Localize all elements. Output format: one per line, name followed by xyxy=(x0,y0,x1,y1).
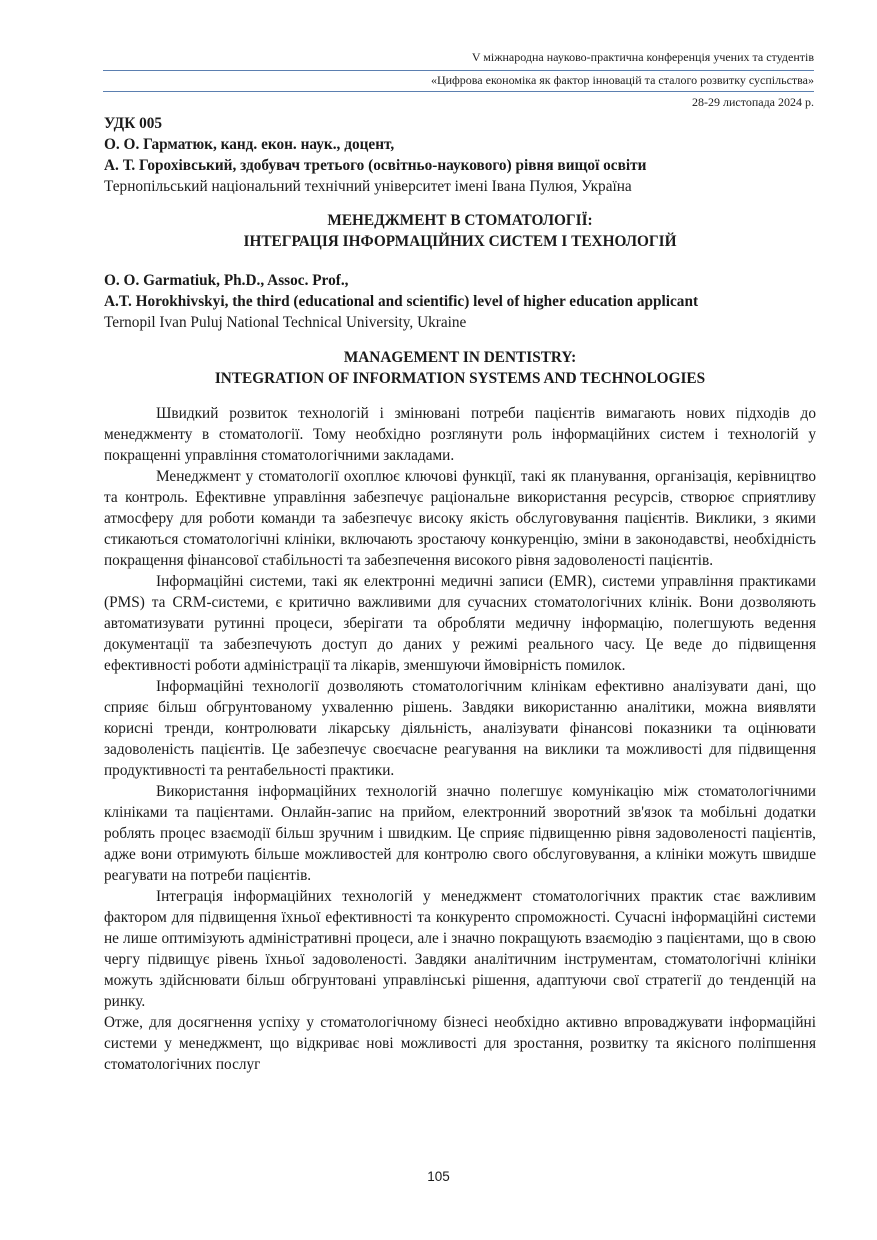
conference-line: V міжнародна науково-практична конференція учених та студентів xyxy=(471,50,814,64)
author-ua-2: А. Т. Горохівський, здобувач третього (освітньо-наукового) рівня вищої освіти xyxy=(104,157,647,174)
conference-title: «Цифрова економіка як фактор інновацій та сталого розвитку суспільства» xyxy=(430,73,814,87)
udc-code: УДК 005 xyxy=(104,115,163,132)
title-ua-line-1: МЕНЕДЖМЕНТ В СТОМАТОЛОГІЇ: xyxy=(327,212,593,229)
conference-date: 28-29 листопада 2024 р. xyxy=(692,95,814,109)
header-divider xyxy=(103,91,814,92)
page-number: 105 xyxy=(427,1169,450,1184)
paragraph: Використання інформаційних технологій значно полегшує комунікацію між стоматологічними клініками та пацієнтами. Онлайн-запис на прийом, електронний зворотний зв'язок та мобільні додатки роблять процес взаємодії більш зручним і швидким. Це сприяє підвищенню рівня задоволеності пацієнтів, адже вони отримують більше можливостей для контролю свого обслуговування, а клініки можуть швидше реагувати на потреби пацієнтів. xyxy=(104,783,816,884)
paragraph: Інформаційні системи, такі як електронні медичні записи (EMR), системи управління практиками (PMS) та CRM-системи, є критично важливими для сучасних стоматологічних клінік. Вони дозволяють автоматизувати рутинні процеси, зберігати та обробляти медичну інформацію, полегшують ведення документації та забезпечують доступ до даних у режимі реального часу. Це веде до підвищення ефективності роботи адміністрації та лікарів, зменшуючи ймовірність помилок. xyxy=(104,573,816,674)
paragraph: Швидкий розвиток технологій і змінювані потреби пацієнтів вимагають нових підходів до менеджменту в стоматології. Тому необхідно розглянути роль інформаційних систем і технологій у покращенні управління стоматологічними закладами. xyxy=(104,405,816,464)
affiliation-ua: Тернопільський національний технічний університет імені Івана Пулюя, Україна xyxy=(104,178,632,195)
article-body xyxy=(104,403,816,1075)
author-en-1: O. O. Garmatiuk, Ph.D., Assoc. Prof., xyxy=(104,272,349,289)
author-en-2: A.T. Horokhivskyi, the third (educational and scientific) level of higher education applicant xyxy=(104,293,699,310)
paragraph: Інтеграція інформаційних технологій у менеджмент стоматологічних практик стає важливим фактором для підвищення їхньої ефективності та конкуренто спроможності. Сучасні інформаційні системи не лише оптимізують адміністративні процеси, але і значно покращують взаємодію з пацієнтами, що в свою чергу підвищує рівень їхньої задоволеності. Завдяки аналітичним інструментам, стоматологічні клініки можуть здійснювати більш обгрунтовані управлінські рішення, адаптуючи свої стратегії до тенденцій на ринку. xyxy=(104,888,816,1010)
paragraph: Отже, для досягнення успіху у стоматологічному бізнесі необхідно активно впроваджувати інформаційні системи у менеджмент, що відкриває нові можливості для зростання, розвитку та якісного поліпшення стоматологічних послуг xyxy=(104,1014,816,1073)
paragraph: Менеджмент у стоматології охоплює ключові функції, такі як планування, організація, керівництво та контроль. Ефективне управління забезпечує раціональне використання ресурсів, створює сприятливу атмосферу для роботи команди та забезпечує високу якість обслуговування пацієнтів. Виклики, з якими стикаються стоматологічні клініки, включають зростаючу конкуренцію, зміни в законодавстві, необхідність покращення фінансової стабільності та забезпечення високого рівня задоволеності пацієнтів. xyxy=(104,468,816,569)
title-en-line-2: INTEGRATION OF INFORMATION SYSTEMS AND TECHNOLOGIES xyxy=(214,370,706,387)
header-divider xyxy=(103,70,814,71)
title-ua-line-2: ІНТЕГРАЦІЯ ІНФОРМАЦІЙНИХ СИСТЕМ І ТЕХНОЛОГІЙ xyxy=(243,233,677,250)
paragraph: Інформаційні технології дозволяють стоматологічним клінікам ефективно аналізувати дані, що сприяє більш обгрунтованому ухваленню рішень. Завдяки використанню аналітики, можна виявляти корисні тренди, контролювати лікарську діяльність, аналізувати фінансові показники та оцінювати задоволеність пацієнтів. Це забезпечує своєчасне реагування на виклики та можливості для підвищення продуктивності та рентабельності практики. xyxy=(104,678,816,779)
author-ua-1: О. О. Гарматюк, канд. екон. наук., доцент, xyxy=(104,136,395,153)
title-en-line-1: MANAGEMENT IN DENTISTRY: xyxy=(343,349,577,366)
affiliation-en: Ternopil Ivan Puluj National Technical University, Ukraine xyxy=(104,314,467,331)
